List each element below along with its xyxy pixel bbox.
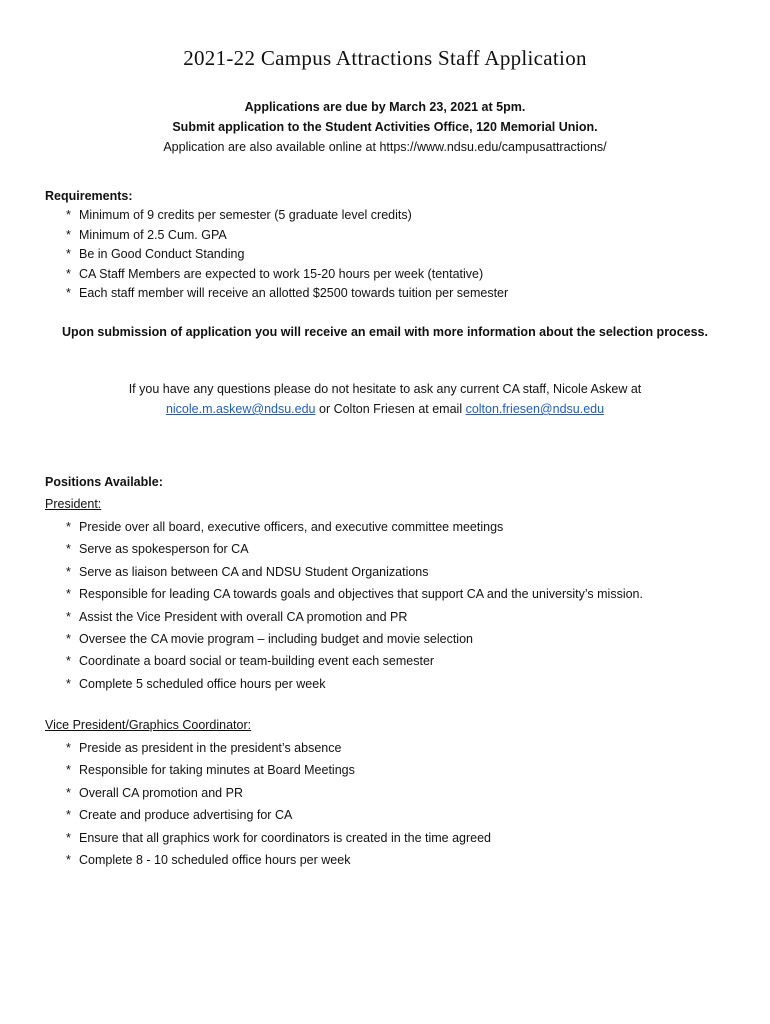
president-title: President: <box>45 497 102 511</box>
list-item: * Ensure that all graphics work for coordinators is created in the time agreed <box>66 827 491 849</box>
list-item: * Complete 5 scheduled office hours per week <box>66 673 643 695</box>
intro-block <box>0 97 770 157</box>
colton-email-link[interactable]: colton.friesen@ndsu.edu <box>465 402 605 416</box>
contact-text: If you have any questions please do not hesitate to ask any current CA staff, Nicole Askew at <box>128 382 642 396</box>
requirements-list <box>66 206 508 304</box>
list-item: * Complete 8 - 10 scheduled office hours per week <box>66 849 491 871</box>
list-item: * Be in Good Conduct Standing <box>66 245 508 265</box>
online-availability-text: Application are also available online at https://www.ndsu.edu/campusattractions/ <box>163 140 607 154</box>
list-item: * Overall CA promotion and PR <box>66 782 491 804</box>
list-item: * Minimum of 9 credits per semester (5 graduate level credits) <box>66 206 508 226</box>
list-item: * Each staff member will receive an allotted $2500 towards tuition per semester <box>66 284 508 304</box>
bullet-star: * <box>66 520 71 534</box>
list-item: * Create and produce advertising for CA <box>66 804 491 826</box>
bullet-star: * <box>66 542 71 557</box>
submission-note: Upon submission of application you will receive an email with more information about the selection process. <box>62 325 708 339</box>
president-duties-list <box>66 516 643 695</box>
vice-president-title: Vice President/Graphics Coordinator: <box>45 718 252 732</box>
bullet-star: * <box>66 286 71 300</box>
bullet-star: * <box>66 741 71 755</box>
list-item: * Responsible for taking minutes at Board Meetings <box>66 759 491 781</box>
contact-block <box>0 379 770 419</box>
list-item: * Minimum of 2.5 Cum. GPA <box>66 226 508 246</box>
bullet-star: * <box>66 852 71 867</box>
positions-heading: Positions Available: <box>45 475 163 489</box>
bullet-star: * <box>66 609 71 624</box>
contact-emails-line <box>0 399 770 419</box>
list-item: * Preside over all board, executive officers, and executive committee meetings <box>66 516 643 538</box>
list-item: * Oversee the CA movie program – including budget and movie selection <box>66 628 643 650</box>
bullet-star: * <box>66 208 71 222</box>
due-date-text: Applications are due by March 23, 2021 at 5pm. <box>244 100 526 114</box>
vice-president-duties-list <box>66 737 491 871</box>
list-item: * Coordinate a board social or team-building event each semester <box>66 650 643 672</box>
nicole-email-link[interactable]: nicole.m.askew@ndsu.edu <box>165 402 316 416</box>
bullet-star: * <box>66 676 71 691</box>
bullet-star: * <box>66 564 71 579</box>
bullet-star: * <box>66 785 71 800</box>
bullet-star: * <box>66 654 71 669</box>
submit-location-text: Submit application to the Student Activities Office, 120 Memorial Union. <box>172 120 598 134</box>
list-item: * CA Staff Members are expected to work 15-20 hours per week (tentative) <box>66 265 508 285</box>
bullet-star: * <box>66 631 71 646</box>
bullet-star: * <box>66 763 71 778</box>
bullet-star: * <box>66 247 71 261</box>
list-item: * Responsible for leading CA towards goals and objectives that support CA and the university’s mission. <box>66 583 643 605</box>
page-title: 2021-22 Campus Attractions Staff Application <box>183 46 587 70</box>
bullet-star: * <box>66 266 71 281</box>
bullet-star: * <box>66 587 71 602</box>
list-item: * Serve as spokesperson for CA <box>66 538 643 560</box>
bullet-star: * <box>66 808 71 823</box>
list-item: * Preside as president in the president’s absence <box>66 737 491 759</box>
bullet-star: * <box>66 227 71 242</box>
bullet-star: * <box>66 830 71 845</box>
list-item: * Serve as liaison between CA and NDSU Student Organizations <box>66 561 643 583</box>
contact-middle-text: or Colton Friesen at email <box>315 402 466 416</box>
requirements-heading: Requirements: <box>45 189 133 203</box>
list-item: * Assist the Vice President with overall CA promotion and PR <box>66 606 643 628</box>
